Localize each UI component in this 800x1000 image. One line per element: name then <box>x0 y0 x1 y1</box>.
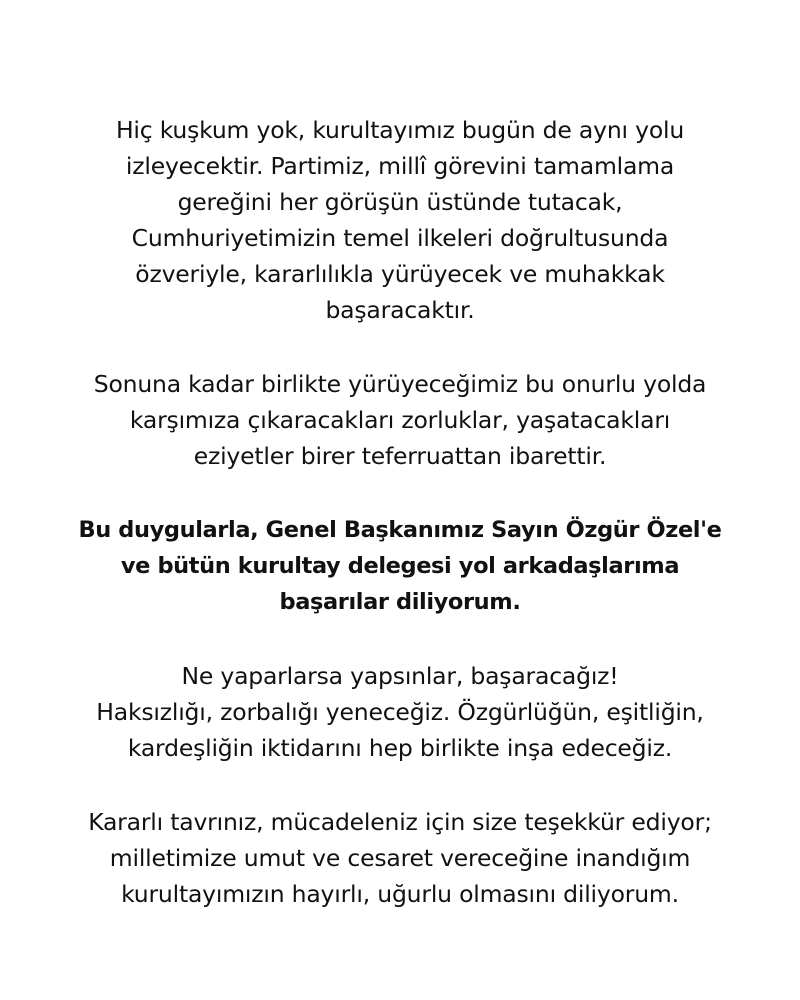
paragraph-3-bold <box>0 512 800 620</box>
text-line: Kararlı tavrınız, mücadeleniz için size teşekkür ediyor; <box>88 808 712 836</box>
text-line: kurultayımızın hayırlı, uğurlu olmasını diliyorum. <box>121 880 679 908</box>
paragraph-1 <box>0 112 800 328</box>
text-line: izleyecektir. Partimiz, millî görevini tamamlama <box>125 152 675 180</box>
text-line: eziyetler birer teferruattan ibarettir. <box>193 442 607 470</box>
text-line: Sonuna kadar birlikte yürüyeceğimiz bu onurlu yolda <box>93 370 707 398</box>
text-line: başarılar diliyorum. <box>279 589 521 615</box>
text-line: özveriyle, kararlılıkla yürüyecek ve muhakkak <box>135 260 665 288</box>
text-line: Bu duygularla, Genel Başkanımız Sayın Özgür Özel'e <box>78 517 722 543</box>
statement-text <box>0 112 800 950</box>
text-line: milletimize umut ve cesaret vereceğine inandığım <box>109 844 691 872</box>
text-line: Haksızlığı, zorbalığı yeneceğiz. Özgürlüğün, eşitliğin, <box>96 698 704 726</box>
text-line: ve bütün kurultay delegesi yol arkadaşlarıma <box>120 553 680 579</box>
paragraph-4 <box>0 658 800 766</box>
text-line: Ne yaparlarsa yapsınlar, başaracağız! <box>181 662 619 690</box>
paragraph-5 <box>0 804 800 912</box>
text-line: gereğini her görüşün üstünde tutacak, <box>177 188 623 216</box>
text-line: karşımıza çıkaracakları zorluklar, yaşatacakları <box>129 406 671 434</box>
paragraph-2 <box>0 366 800 474</box>
text-line: başaracaktır. <box>325 296 475 324</box>
text-line: kardeşliğin iktidarını hep birlikte inşa edeceğiz. <box>127 734 673 762</box>
text-line: Hiç kuşkum yok, kurultayımız bugün de aynı yolu <box>115 116 685 144</box>
text-line: Cumhuriyetimizin temel ilkeleri doğrultusunda <box>131 224 669 252</box>
